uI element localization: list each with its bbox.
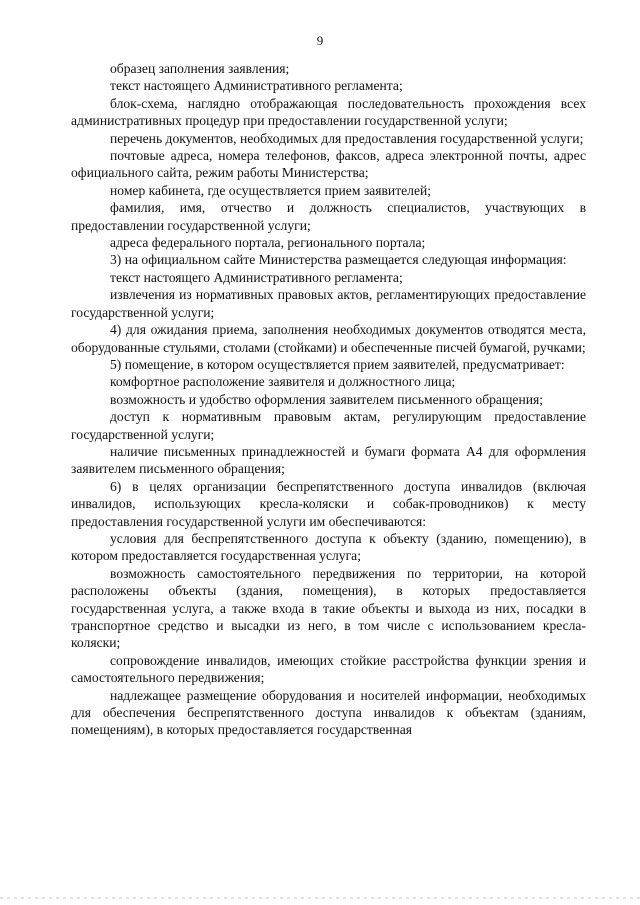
paragraph: блок-схема, наглядно отображающая последовательность прохождения всех административных процедур при предоставлении государственной услуги; [71, 95, 586, 129]
paragraph: 3) на официальном сайте Министерства размещается следующая информация: [110, 252, 567, 268]
paragraph: перечень документов, необходимых для предоставления государственной услуги; [110, 130, 584, 146]
paragraph: наличие письменных принадлежностей и бумаги формата А4 для оформления заявителем письменного обращения; [71, 443, 586, 477]
paragraph: 6) в целях организации беспрепятственного доступа инвалидов (включая инвалидов, использующих кресла-коляски и собак-проводников) к месту предоставления государственной услуги им обеспечиваются: [71, 478, 586, 529]
paragraph: 5) помещение, в котором осуществляется прием заявителей, предусматривает: [110, 356, 565, 372]
paragraph: 4) для ожидания приема, заполнения необходимых документов отводятся места, оборудованные стульями, столами (стойками) и обеспеченные писчей бумагой, ручками; [71, 322, 586, 355]
paragraph: возможность самостоятельного передвижения по территории, на которой расположены объекты (здания, помещения), в которых предоставляется государственная услуга, а также входа в такие объекты и выхода из них, посадки в транспортное средство и высадки из него, в том числе с использованием кресла-коляски; [71, 565, 586, 651]
paragraph: надлежащее размещение оборудования и носителей информации, необходимых для обеспечения беспрепятственного доступа инвалидов к объектам (зданиям, помещениям), в которых предоставляется государственная [71, 687, 586, 738]
paragraph: условия для беспрепятственного доступа к объекту (зданию, помещению), в котором предоставляется государственная услуга; [71, 530, 586, 564]
paragraph: текст настоящего Административного регламента; [110, 269, 403, 285]
document-body [71, 60, 586, 739]
paragraph: комфортное расположение заявителя и должностного лица; [110, 374, 456, 390]
paragraph: номер кабинета, где осуществляется прием заявителей; [110, 182, 432, 198]
paragraph: образец заполнения заявления; [110, 61, 290, 76]
paragraph: адреса федерального портала, регионального портала; [110, 235, 426, 251]
paragraph: доступ к нормативным правовым актам, регулирующим предоставление государственной услуги; [71, 409, 586, 442]
paragraph: сопровождение инвалидов, имеющих стойкие расстройства функции зрения и самостоятельного передвижения; [71, 652, 586, 686]
scan-edge-line [0, 897, 640, 899]
paragraph: текст настоящего Административного регламента; [110, 78, 403, 94]
page-number: 9 [316, 33, 324, 48]
paragraph: возможность и удобство оформления заявителем письменного обращения; [110, 391, 544, 407]
paragraph: фамилия, имя, отчество и должность специалистов, участвующих в предоставлении государственной услуги; [71, 200, 586, 233]
paragraph: почтовые адреса, номера телефонов, факсов, адреса электронной почты, адрес официального сайта, режим работы Министерства; [71, 148, 586, 181]
paragraph: извлечения из нормативных правовых актов, регламентирующих предоставление государственной услуги; [71, 287, 586, 320]
